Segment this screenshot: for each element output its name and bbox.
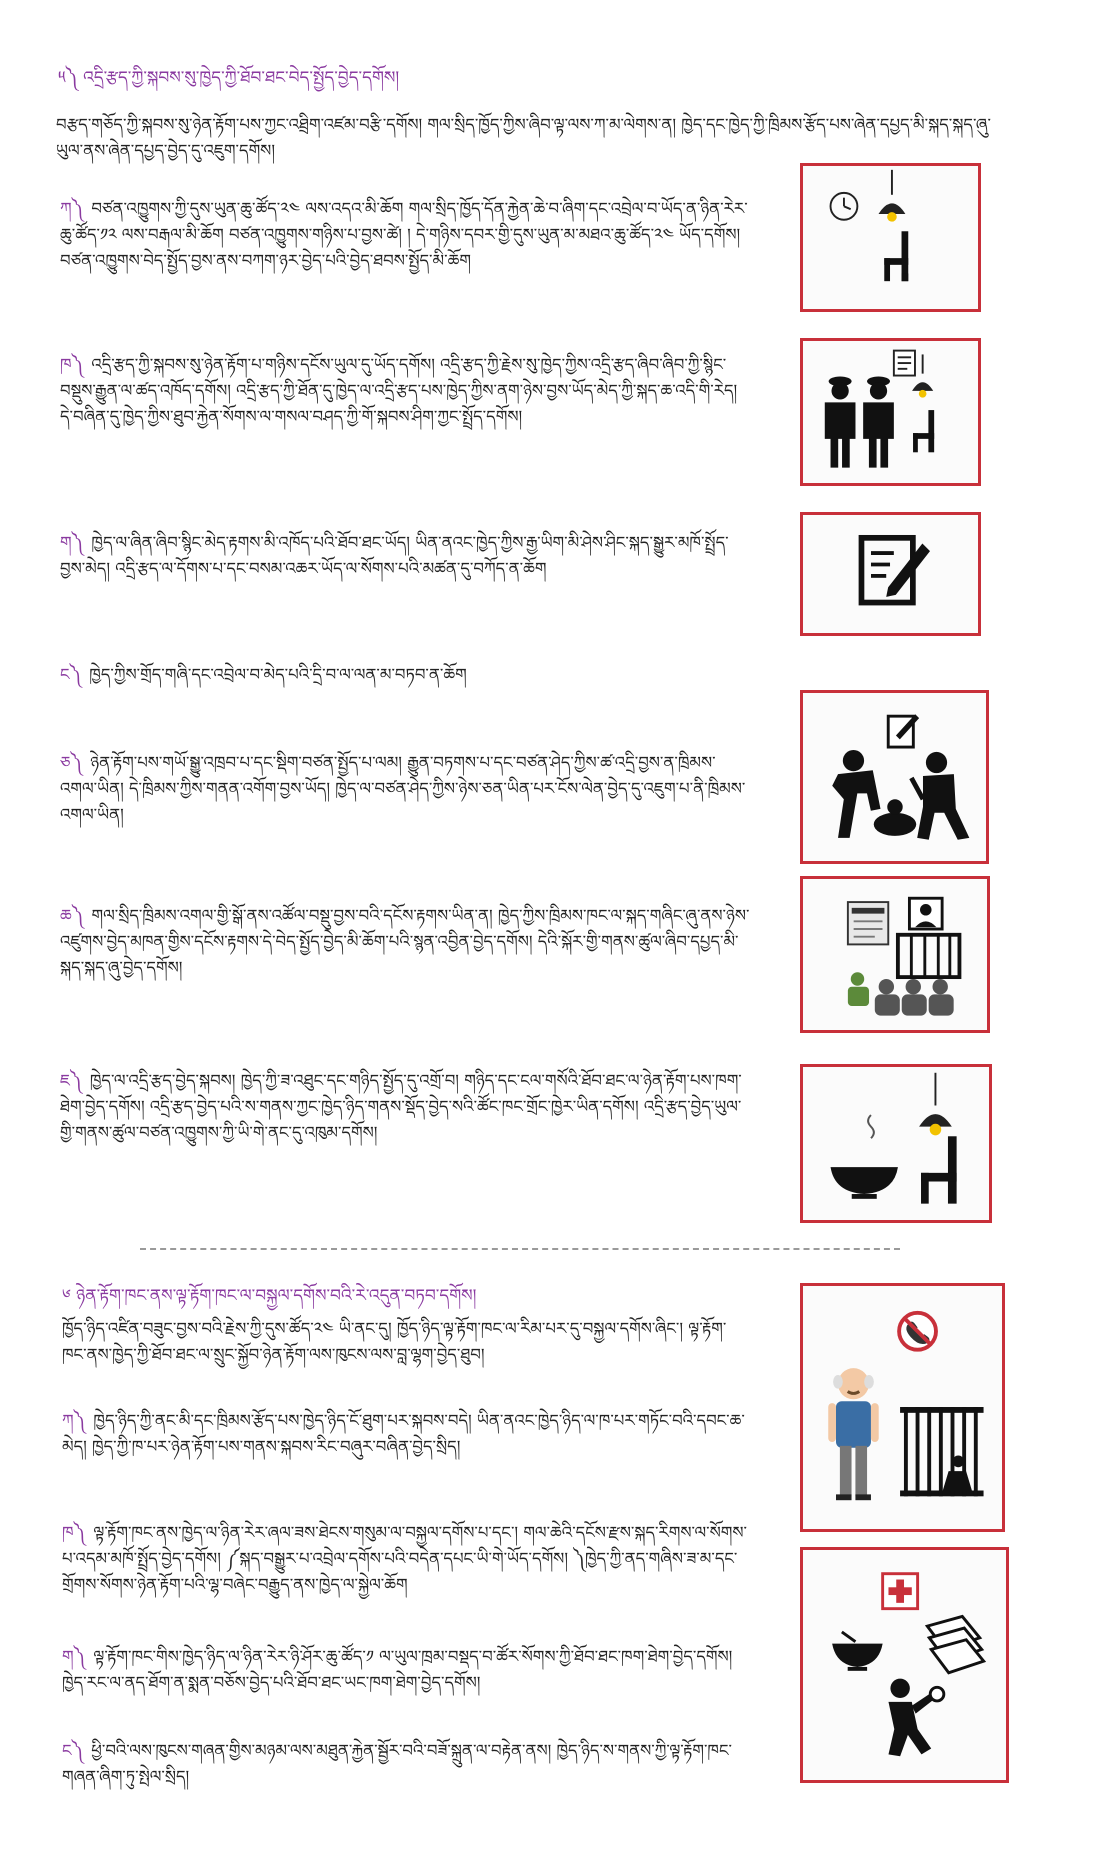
item-marker: ཀ༽ xyxy=(60,199,84,218)
section-5-heading: ༥༽ འདྲི་རྩད་ཀྱི་སྐབས་སུ་ཁྱེད་ཀྱི་ཐོབ་ཐང་བེད་སྤྱོད་བྱེད་དགོས། xyxy=(58,68,400,88)
item-marker: ཅ༽ xyxy=(60,753,83,772)
document-icon xyxy=(894,351,915,376)
illustration-detention-time xyxy=(800,163,981,312)
note-writing-icon xyxy=(861,538,930,603)
item-marker: ཁ༽ xyxy=(60,355,84,374)
medical-cross-icon xyxy=(883,1574,918,1609)
prison-bars-icon xyxy=(900,1407,983,1496)
section-6-heading: ༦ ཉེན་རྟོག་ཁང་ནས་ལྟ་རྟོག་ཁང་ལ་བསྐྱལ་དགོས་བའི་རེ་འདུན་བཏབ་དགོས། xyxy=(62,1286,477,1306)
violence-icon xyxy=(832,714,969,840)
list-item xyxy=(62,1408,752,1460)
illustration-rest-and-food xyxy=(800,1064,992,1223)
illustration-court xyxy=(800,876,990,1033)
illustration-family-visit xyxy=(800,1283,1005,1532)
list-item xyxy=(60,352,750,430)
item-text: ཁྱེད་ལ་འདྲི་རྩད་བྱེད་སྐབས། ཁྱེད་ཀྱི་ཟ་འཐུང་དང་གཉིད་སྤྱོད་དུ་འགྲོ་བ། གཉིད་དང་ངལ་གསོའི་ཐོབ་ཐང་ལ་ཉེན་རྟོག་པས་ཁག་ཐེག་བྱེད་དགོས། འདྲི་རྩད་བྱེད་པའི་ས་གནས་ཀྱང་ཁྱེད་ཉིད་གནས་སྡོད་བྱེད་སའི་ཚོང་ཁང་གྲོང་ཁྱེར་ཡིན་དགོས། འདྲི་རྩད་བྱེད་ཡུལ་གྱི་གནས་ཚུལ་བཙན་འཁྱུགས་ཀྱི་ཡི་གེ་ནང་དུ་འཁུམ་དགོས། xyxy=(60,1071,742,1142)
exercise-icon xyxy=(888,1679,943,1757)
item-text: འདྲི་རྩད་ཀྱི་སྐབས་སུ་ཉེན་རྟོག་པ་གཉིས་དངོས་ཡུལ་དུ་ཡོད་དགོས། འདྲི་རྩད་ཀྱི་རྗེས་སུ་ཁྱེད་ཀྱིས་འདྲི་རྩད་ཞིབ་ཞིབ་ཀྱི་སྙིང་བསྡུས་རྒྱུན་ལ་ཚད་འཁོད་དགོས། འདྲི་རྩད་ཀྱི་ཐོན་དུ་ཁྱེད་ལ་འདྲི་རྩད་པས་ཁྱེད་ཀྱིས་ནག་ཉེས་བྱས་ཡོད་མེད་ཀྱི་སྐད་ཆ་འདི་གི་རེད། དེ་བཞིན་དུ་ཁྱེད་ཀྱིས་ཐུབ་རྐྱེན་སོགས་ལ་གསལ་བཤད་ཀྱི་གོ་སྐབས་ཤིག་ཀྱང་སྤྲོད་དགོས། xyxy=(60,355,738,426)
list-item xyxy=(62,1644,752,1696)
item-text: ཕྱི་བའི་ལས་ཁུངས་གཞན་གྱིས་མཉམ་ལས་མཐུན་རྐྱེན་སྦྱོར་བའི་བཟོ་སྐྲུན་ལ་བརྟེན་ནས། ཁྱེད་ཉིད་ས་གནས་ཀྱི་ལྟ་རྟོག་ཁང་གཞན་ཞིག་ཏུ་སྤེལ་སྲིད། xyxy=(62,1741,732,1786)
list-item xyxy=(62,1738,752,1790)
food-bowl-icon xyxy=(831,1115,898,1199)
item-text: བཙན་འཁྱུགས་ཀྱི་དུས་ཡུན་ཆུ་ཚོད་༢༤ ལས་འདའ་མི་ཆོག གལ་སྲིད་ཁྱོད་དོན་རྐྱེན་ཆེ་བ་ཞིག་དང་འབྲེལ་བ་ཡོད་ན་ཉིན་རེར་ཆུ་ཚོད་༡༢ ལས་བརྒལ་མི་ཆོག བཙན་འཁྱུགས་གཉིས་པ་བྱས་ཚེ། ། དེ་གཉིས་དབར་གྱི་དུས་ཡུན་མ་མཐའ་ཆུ་ཚོད་༢༤ ཡོད་དགོས། བཙན་འཁྱུགས་བེད་སྤྱོད་བྱས་ནས་བཀག་ཉར་བྱེད་པའི་བྱེད་ཐབས་སྤྱོད་མི་ཆོག xyxy=(60,199,748,270)
list-item xyxy=(60,662,750,688)
illustration-violence xyxy=(800,690,989,864)
item-text: ཁྱེད་ལ་ཞིན་ཞིབ་སྙིང་མེད་རྟགས་མི་འཁོད་པའི་ཐོབ་ཐང་ཡོད། ཡིན་ནའང་ཁྱེད་ཀྱིས་རྒྱ་ཡིག་མི་ཤེས་ཤིང་སྐད་སྒྱུར་མཁོ་སྤྲོད་བྱས་མེད། འདྲི་རྩད་ལ་དོགས་པ་དང་བསམ་འཆར་ཡོད་ལ་སོགས་པའི་མཚན་དུ་བཀོད་ན་ཆོག xyxy=(60,533,729,578)
section-5-intro: བརྩད་གཅོད་ཀྱི་སྐབས་སུ་ཉེན་རྟོག་པས་ཀྱང་འཐྲིག་འཛམ་བརྩི་དགོས། གལ་སྲིད་ཁྱོད་ཀྱིས་ཞིབ་ལྟ་ལས་ཀ་མ་ལེགས་ན། ཁྱེད་དང་ཁྱེད་ཀྱི་ཁྲིམས་རྩོད་པས་ཞེན་དཔྱད་མི་སྐད་སྐད་ཞུ་ཡུལ་ནས་ཞེན་དཔྱད་བྱེད་དུ་འཇུག་དགོས། xyxy=(56,115,991,160)
chair-icon xyxy=(913,410,934,452)
item-marker: ང༽ xyxy=(60,665,82,684)
item-text: ཁྱེད་ཀྱིས་གྲོད་གཞི་དང་འབྲེལ་བ་མེད་པའི་དྲི་བ་ལ་ལན་མ་བཏབ་ན་ཆོག xyxy=(89,665,467,684)
clothes-icon xyxy=(927,1616,983,1672)
chair-icon xyxy=(884,231,908,281)
item-text: ལྟ་རྟོག་ཁང་གིས་ཁྱེད་ཉིད་ལ་ཉིན་རེར་ཉི་ཤོར་ཆུ་ཚོད་༡ ལ་ཡུལ་ཁྲམ་བསྡད་བ་ཚོར་སོགས་ཀྱི་ཐོབ་ཐང་ཁག་ཐེག་བྱེད་དགོས། ཁྱེད་རང་ལ་ནད་ཐོག་ན་སྨན་བཅོས་བྱེད་པའི་ཐོབ་ཐང་ཡང་ཁག་ཐེག་བྱེད་དགོས། xyxy=(62,1647,733,1692)
courtroom-icon xyxy=(848,898,960,1015)
item-marker: ང༽ xyxy=(62,1741,84,1760)
item-marker: ཁ༽ xyxy=(62,1523,86,1542)
item-marker: ག༽ xyxy=(60,533,84,552)
list-item xyxy=(60,530,750,582)
item-text: ཉེན་རྟོག་པས་གཡོ་སྒྱུ་འཁྲབ་པ་དང་སྡིག་བཙན་སྤྱོད་པ་ལམ། རྒྱུན་བཏགས་པ་དང་བཙན་ཤེད་ཀྱིས་ཚ་འདྲི་བྱས་ན་ཁྲིམས་འགལ་ཡིན། དེ་ཁྲིམས་ཀྱིས་གནན་འགོག་བྱས་ཡོད། ཁྱེད་ལ་བཙན་ཤེད་ཀྱིས་ཉེས་ཅན་ཡིན་པར་ངོས་ལེན་བྱེད་དུ་འཇུག་པ་ནི་ཁྲིམས་འགལ་ཡིན། xyxy=(60,753,746,824)
item-marker: ག༽ xyxy=(62,1647,86,1666)
section-divider xyxy=(140,1248,900,1250)
list-item xyxy=(60,1068,750,1146)
clock-icon xyxy=(831,193,858,220)
list-item xyxy=(60,196,750,274)
illustration-detention-rights xyxy=(800,1547,1009,1783)
ceiling-lamp-icon xyxy=(919,1073,952,1136)
item-marker: ཆ༽ xyxy=(60,906,84,925)
item-text: གལ་སྲིད་ཁྲིམས་འགལ་གྱི་སྒོ་ནས་འཚོལ་བསྡུ་བྱས་བའི་དངོས་རྟགས་ཡིན་ན། ཁྱེད་ཀྱིས་ཁྲིམས་ཁང་ལ་སྐད་གཞིང་ཞུ་ནས་ཉེས་འཛུགས་བྱེད་མཁན་གྱིས་དངོས་རྟགས་དེ་བེད་སྤྱོད་བྱེད་མི་ཆོག་པའི་སྙན་འབྱིན་བྱེད་དགོས། དེའི་སྐོར་གྱི་གནས་ཚུལ་ཞིབ་དཔྱད་མི་སྐད་སྐད་ཞུ་བྱེད་དགོས། xyxy=(60,906,750,977)
food-bowl-icon xyxy=(832,1632,883,1671)
illustration-statement xyxy=(800,512,981,636)
list-item xyxy=(60,903,750,981)
list-item xyxy=(62,1520,752,1598)
illustration-interrogation xyxy=(800,338,981,486)
chair-icon xyxy=(921,1136,957,1203)
no-phone-icon xyxy=(899,1313,936,1350)
ceiling-lamp-icon xyxy=(879,170,906,222)
section-6-intro: ཁྱོད་ཉིད་འཛིན་བཟུང་བྱས་བའི་རྗེས་ཀྱི་དུས་ཚོད་༢༤ ཡི་ནང་དུ། ཁྱོད་ཉིད་ལྟ་རྟོག་ཁང་ལ་རིམ་པར་དུ་བསྐྱལ་དགོས་ཞིང་། ལྟ་རྟོག་ཁང་ནས་ཁྱེད་ཀྱི་ཐོབ་ཐང་ལ་སྲུང་སྐྱོབ་ཉེན་རྟོག་ལས་ཁུངས་ལས་བླ་ལྷག་བྱེད་ཐུབ། xyxy=(62,1319,727,1364)
item-marker: ཀ༽ xyxy=(62,1411,86,1430)
item-marker: ཇ༽ xyxy=(60,1071,82,1090)
item-text: ལྟ་རྟོག་ཁང་ནས་ཁྱེད་ལ་ཉིན་རེར་ཞལ་ཟས་ཐེངས་གསུམ་ལ་བསྐྱལ་དགོས་པ་དང་། གལ་ཆེའི་དངོས་རྫས་སྐད་རིགས་ལ་སོགས་པ་འདམ་མཁོ་སྤྲོད་བྱེད་དགོས། ༼སྐད་བསྒྱུར་པ་འབྲེལ་དགོས་པའི་བདེན་དཔང་ཡི་གེ་ཡོད་དགོས། ༽ཁྱེད་ཀྱི་ནད་གཞིས་ཟ་མ་དང་གྲོགས་སོགས་ཉེན་རྟོག་པའི་ལྷ་བཞེང་བརྒྱུད་ནས་ཁྱེད་ལ་སྐྱེལ་ཆོག xyxy=(62,1523,747,1594)
list-item xyxy=(60,750,750,828)
elderly-man-icon xyxy=(828,1368,878,1500)
police-officer-icon xyxy=(825,377,894,468)
item-text: ཁྱེད་ཉིད་ཀྱི་ནང་མི་དང་ཁྲིམས་རྩོད་པས་ཁྱེད་ཉིད་ངོ་ཐུག་པར་སྐབས་བདེ། ཡིན་ནའང་ཁྱེད་ཉིད་ལ་ཁ་པར་གཏོང་བའི་དབང་ཆ་མེད། ཁྱེད་ཀྱི་ཁ་པར་ཉེན་རྟོག་པས་གནས་སྐབས་རིང་བཞུར་བཞིན་བྱེད་སྲིད། xyxy=(62,1411,745,1456)
